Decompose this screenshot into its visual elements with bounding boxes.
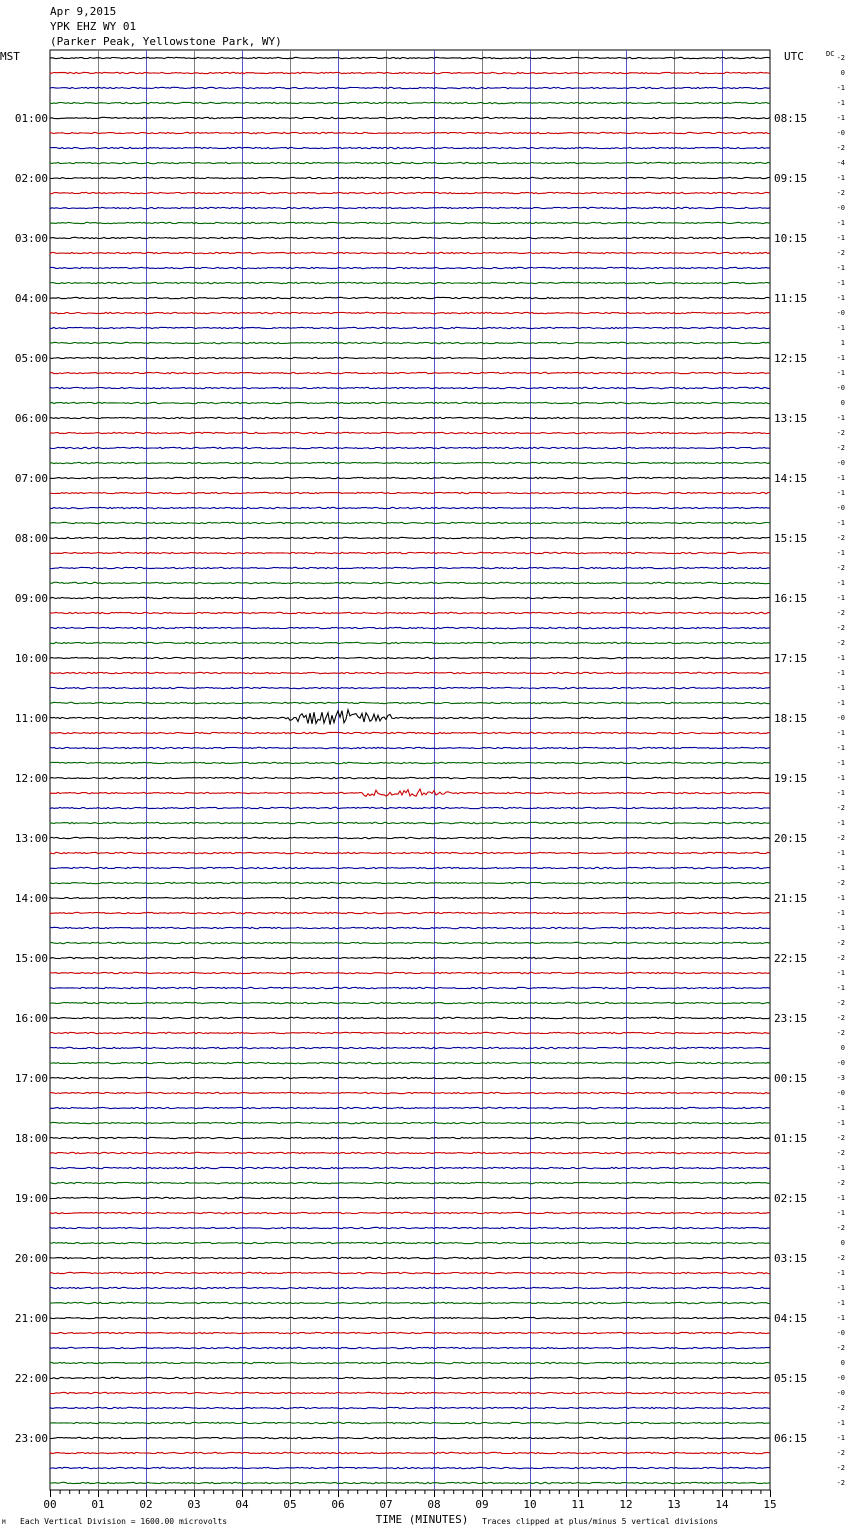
dc-offset-value: -2 (836, 1179, 845, 1187)
seismic-trace (50, 837, 770, 838)
x-tick-label: 01 (91, 1498, 105, 1511)
dc-offset-value: -2 (836, 429, 845, 437)
dc-offset-value: -2 (836, 189, 845, 197)
dc-offset-value: -2 (836, 1014, 845, 1022)
hour-label-left: 02:00 (14, 172, 48, 185)
x-tick-label: 14 (715, 1498, 729, 1511)
seismic-trace (50, 402, 770, 403)
hour-label-right: 01:15 (774, 1132, 808, 1145)
seismic-trace (50, 567, 770, 568)
dc-offset-value: -2 (836, 999, 845, 1007)
station-location: (Parker Peak, Yellowstone Park, WY) (50, 35, 282, 48)
dc-offset-value: -1 (836, 414, 845, 422)
dc-offset-value: -0 (836, 1374, 845, 1382)
dc-offset-value: -1 (836, 294, 845, 302)
plot-date: Apr 9,2015 (50, 5, 117, 18)
dc-offset-value: -1 (836, 594, 845, 602)
seismic-trace (50, 432, 770, 433)
left-timezone-label: MST (0, 50, 20, 63)
station-code: YPK EHZ WY 01 (50, 20, 137, 33)
hour-label-right: 20:15 (774, 832, 808, 845)
hour-label-left: 17:00 (14, 1072, 48, 1085)
dc-offset-value: -1 (836, 864, 845, 872)
hour-label-left: 21:00 (14, 1312, 48, 1325)
dc-offset-value: -1 (836, 744, 845, 752)
hour-label-left: 20:00 (14, 1252, 48, 1265)
seismic-trace (50, 852, 770, 853)
dc-offset-value: -1 (836, 759, 845, 767)
hour-label-left: 05:00 (14, 352, 48, 365)
hour-label-left: 09:00 (14, 592, 48, 605)
seismic-trace (50, 267, 770, 268)
hour-label-left: 10:00 (14, 652, 48, 665)
seismic-trace (50, 1122, 770, 1123)
seismic-trace (50, 417, 770, 418)
seismic-trace (50, 732, 770, 733)
dc-offset-value: -2 (836, 54, 845, 62)
dc-offset-value: -0 (836, 1059, 845, 1067)
seismic-trace (50, 1227, 770, 1228)
dc-offset-value: -0 (836, 1389, 845, 1397)
dc-offset-value: -1 (836, 969, 845, 977)
dc-offset-value: -1 (836, 684, 845, 692)
dc-offset-value: -2 (836, 1254, 845, 1262)
seismic-trace (50, 867, 770, 868)
dc-offset-value: -1 (836, 279, 845, 287)
seismic-trace (50, 237, 770, 238)
dc-offset-value: -2 (836, 444, 845, 452)
seismic-trace (50, 252, 770, 253)
dc-offset-value: -1 (836, 84, 845, 92)
dc-offset-value: -1 (836, 1209, 845, 1217)
dc-offset-value: -1 (836, 819, 845, 827)
seismic-trace (50, 672, 770, 673)
seismic-trace (50, 297, 770, 298)
hour-label-right: 21:15 (774, 892, 808, 905)
hour-label-right: 14:15 (774, 472, 808, 485)
seismic-trace (50, 372, 770, 373)
dc-offset-value: -0 (836, 714, 845, 722)
seismic-trace (50, 1197, 770, 1198)
seismic-trace (50, 1482, 770, 1483)
footer-clip-note: Traces clipped at plus/minus 5 vertical divisions (482, 1517, 719, 1526)
dc-offset-value: -0 (836, 1329, 845, 1337)
seismic-trace (50, 1077, 770, 1078)
seismic-trace (50, 87, 770, 88)
seismic-trace (50, 327, 770, 328)
seismic-trace (50, 1137, 770, 1138)
x-tick-label: 03 (187, 1498, 201, 1511)
dc-offset-value: -1 (836, 909, 845, 917)
footer-scale-note: Each Vertical Division = 1600.00 microvolts (20, 1517, 228, 1526)
dc-offset-value: -1 (836, 1299, 845, 1307)
seismic-trace (50, 912, 770, 913)
seismic-trace (50, 957, 770, 958)
dc-offset-value: -1 (836, 369, 845, 377)
hour-label-right: 00:15 (774, 1072, 808, 1085)
dc-offset-value: -0 (836, 204, 845, 212)
seismic-trace (50, 807, 770, 808)
seismic-trace (50, 1212, 770, 1213)
seismic-trace (50, 972, 770, 973)
dc-offset-value: -1 (836, 174, 845, 182)
seismic-trace (50, 1467, 770, 1468)
hour-label-right: 13:15 (774, 412, 808, 425)
x-tick-label: 00 (43, 1498, 57, 1511)
seismic-trace (50, 207, 770, 208)
dc-offset-value: -1 (836, 324, 845, 332)
dc-offset-value: -1 (836, 1119, 845, 1127)
hour-label-right: 18:15 (774, 712, 808, 725)
seismic-trace (50, 762, 770, 763)
dc-offset-value: -2 (836, 1449, 845, 1457)
seismic-trace (50, 192, 770, 193)
hour-label-right: 08:15 (774, 112, 808, 125)
dc-offset-value: -1 (836, 789, 845, 797)
dc-offset-value: -2 (836, 1029, 845, 1037)
hour-label-right: 16:15 (774, 592, 808, 605)
seismic-trace (50, 897, 770, 898)
hour-label-left: 13:00 (14, 832, 48, 845)
dc-offset-value: -1 (836, 1419, 845, 1427)
hour-label-left: 03:00 (14, 232, 48, 245)
x-tick-label: 08 (427, 1498, 441, 1511)
x-tick-label: 09 (475, 1498, 489, 1511)
seismic-trace (50, 387, 770, 388)
seismic-trace (50, 1152, 770, 1153)
dc-offset-value: -1 (836, 519, 845, 527)
seismic-trace (50, 1287, 770, 1288)
seismic-trace (50, 1347, 770, 1348)
dc-offset-value: -1 (836, 234, 845, 242)
dc-offset-value: -1 (836, 669, 845, 677)
dc-offset-value: -1 (836, 114, 845, 122)
seismic-trace (50, 710, 770, 725)
dc-offset-value: 0 (840, 69, 845, 77)
dc-offset-value: 0 (840, 1239, 845, 1247)
dc-offset-value: -1 (836, 1164, 845, 1172)
dc-offset-value: -1 (836, 99, 845, 107)
dc-offset-value: -0 (836, 384, 845, 392)
dc-offset-value: -2 (836, 939, 845, 947)
dc-offset-value: -1 (836, 1194, 845, 1202)
dc-offset-value: -1 (836, 264, 845, 272)
seismic-trace (50, 1107, 770, 1108)
hour-label-right: 10:15 (774, 232, 808, 245)
dc-offset-value: -2 (836, 144, 845, 152)
dc-offset-value: -0 (836, 129, 845, 137)
seismic-trace (50, 1272, 770, 1273)
seismic-trace (50, 942, 770, 943)
dc-offset-value: 0 (840, 1044, 845, 1052)
hour-label-right: 15:15 (774, 532, 808, 545)
dc-offset-value: 1 (840, 339, 845, 347)
seismic-trace (50, 1422, 770, 1423)
seismic-trace (50, 507, 770, 508)
hour-label-right: 05:15 (774, 1372, 808, 1385)
dc-offset-value: -1 (836, 984, 845, 992)
seismic-trace (50, 1377, 770, 1378)
hour-label-right: 12:15 (774, 352, 808, 365)
seismic-trace (50, 1257, 770, 1258)
seismic-trace (50, 102, 770, 103)
hour-label-left: 04:00 (14, 292, 48, 305)
dc-offset-value: -1 (836, 1269, 845, 1277)
seismic-trace (50, 1362, 770, 1363)
dc-offset-value: -2 (836, 1149, 845, 1157)
seismic-trace (50, 1167, 770, 1168)
seismic-trace (50, 162, 770, 163)
seismic-trace (50, 1242, 770, 1243)
seismic-trace (50, 1437, 770, 1438)
seismic-trace (50, 1317, 770, 1318)
hour-label-left: 08:00 (14, 532, 48, 545)
dc-offset-value: -2 (836, 624, 845, 632)
hour-label-right: 22:15 (774, 952, 808, 965)
seismic-trace (50, 312, 770, 313)
dc-offset-value: -1 (836, 579, 845, 587)
dc-offset-value: -1 (836, 474, 845, 482)
seismic-trace (50, 462, 770, 463)
seismic-trace (50, 552, 770, 553)
seismic-trace (50, 537, 770, 538)
seismic-trace (50, 57, 770, 58)
hour-label-right: 17:15 (774, 652, 808, 665)
dc-offset-value: 0 (840, 1359, 845, 1367)
dc-offset-value: -2 (836, 879, 845, 887)
dc-offset-value: -2 (836, 1464, 845, 1472)
hour-label-left: 11:00 (14, 712, 48, 725)
dc-offset-value: -2 (836, 1134, 845, 1142)
dc-offset-value: -1 (836, 489, 845, 497)
seismic-trace (50, 582, 770, 583)
dc-offset-value: -1 (836, 1284, 845, 1292)
dc-offset-value: -1 (836, 774, 845, 782)
seismic-trace (50, 1182, 770, 1183)
seismic-trace (50, 222, 770, 223)
dc-offset-value: 0 (840, 399, 845, 407)
x-tick-label: 02 (139, 1498, 153, 1511)
x-tick-label: 12 (619, 1498, 633, 1511)
dc-offset-value: -2 (836, 1479, 845, 1487)
seismic-trace (50, 789, 770, 796)
seismic-trace (50, 477, 770, 478)
seismic-trace (50, 447, 770, 448)
dc-offset-value: -1 (836, 924, 845, 932)
hour-label-right: 19:15 (774, 772, 808, 785)
dc-offset-value: -4 (836, 159, 845, 167)
dc-offset-value: -1 (836, 654, 845, 662)
seismic-trace (50, 132, 770, 133)
hour-label-right: 09:15 (774, 172, 808, 185)
hour-label-left: 01:00 (14, 112, 48, 125)
hour-label-left: 07:00 (14, 472, 48, 485)
seismic-trace (50, 822, 770, 823)
hour-label-right: 02:15 (774, 1192, 808, 1205)
x-tick-label: 15 (763, 1498, 777, 1511)
seismic-trace (50, 627, 770, 628)
hour-label-right: 11:15 (774, 292, 808, 305)
hour-label-left: 23:00 (14, 1432, 48, 1445)
hour-label-left: 06:00 (14, 412, 48, 425)
x-tick-label: 11 (571, 1498, 585, 1511)
dc-offset-value: -2 (836, 639, 845, 647)
seismic-trace (50, 1032, 770, 1033)
dc-offset-value: -2 (836, 249, 845, 257)
dc-offset-value: -3 (836, 1074, 845, 1082)
seismic-trace (50, 1002, 770, 1003)
dc-offset-value: -0 (836, 504, 845, 512)
dc-offset-value: -1 (836, 729, 845, 737)
dc-offset-value: -2 (836, 534, 845, 542)
dc-offset-header: DC (826, 50, 835, 58)
plot-frame (50, 50, 770, 1490)
seismic-trace (50, 702, 770, 703)
dc-offset-value: -0 (836, 309, 845, 317)
seismic-trace (50, 282, 770, 283)
x-tick-label: 04 (235, 1498, 249, 1511)
hour-label-left: 18:00 (14, 1132, 48, 1145)
hour-label-right: 04:15 (774, 1312, 808, 1325)
dc-offset-value: -1 (836, 1314, 845, 1322)
seismic-trace (50, 342, 770, 343)
seismic-trace (50, 612, 770, 613)
dc-offset-value: -1 (836, 549, 845, 557)
dc-offset-value: -1 (836, 894, 845, 902)
hour-label-left: 14:00 (14, 892, 48, 905)
hour-label-left: 22:00 (14, 1372, 48, 1385)
dc-offset-value: -2 (836, 834, 845, 842)
seismic-trace (50, 522, 770, 523)
seismic-trace (50, 492, 770, 493)
seismic-trace (50, 1407, 770, 1408)
x-tick-label: 13 (667, 1498, 681, 1511)
dc-offset-value: -2 (836, 564, 845, 572)
seismic-trace (50, 1332, 770, 1333)
dc-offset-value: -1 (836, 1434, 845, 1442)
seismic-trace (50, 1017, 770, 1018)
dc-offset-value: -2 (836, 804, 845, 812)
dc-offset-value: -2 (836, 609, 845, 617)
seismic-trace (50, 72, 770, 73)
seismic-trace (50, 177, 770, 178)
seismic-trace (50, 1452, 770, 1453)
hour-label-right: 03:15 (774, 1252, 808, 1265)
hour-label-left: 19:00 (14, 1192, 48, 1205)
seismic-trace (50, 987, 770, 988)
x-tick-label: 06 (331, 1498, 345, 1511)
seismic-trace (50, 1092, 770, 1093)
dc-offset-value: -2 (836, 1224, 845, 1232)
seismic-trace (50, 1047, 770, 1048)
dc-offset-value: -1 (836, 849, 845, 857)
dc-offset-value: -1 (836, 1104, 845, 1112)
hour-label-left: 12:00 (14, 772, 48, 785)
seismic-trace (50, 687, 770, 688)
seismic-trace (50, 642, 770, 643)
x-tick-label: 10 (523, 1498, 537, 1511)
seismic-trace (50, 1392, 770, 1393)
dc-offset-value: -1 (836, 354, 845, 362)
hour-label-left: 16:00 (14, 1012, 48, 1025)
seismic-trace (50, 657, 770, 658)
seismic-trace (50, 882, 770, 883)
right-timezone-label: UTC (784, 50, 804, 63)
seismic-trace (50, 117, 770, 118)
dc-offset-value: -2 (836, 1344, 845, 1352)
x-tick-label: 05 (283, 1498, 297, 1511)
hour-label-right: 23:15 (774, 1012, 808, 1025)
seismic-trace (50, 1062, 770, 1063)
dc-offset-value: -0 (836, 1089, 845, 1097)
dc-offset-value: -1 (836, 219, 845, 227)
seismic-trace (50, 597, 770, 598)
seismic-trace (50, 927, 770, 928)
hour-label-right: 06:15 (774, 1432, 808, 1445)
dc-offset-value: -2 (836, 954, 845, 962)
dc-offset-value: -0 (836, 459, 845, 467)
x-tick-label: 07 (379, 1498, 393, 1511)
seismic-trace (50, 357, 770, 358)
hour-label-left: 15:00 (14, 952, 48, 965)
seismic-trace (50, 747, 770, 748)
seismic-trace (50, 1302, 770, 1303)
dc-offset-value: -1 (836, 699, 845, 707)
seismic-trace (50, 147, 770, 148)
x-axis-title: TIME (MINUTES) (375, 1513, 469, 1526)
footer-mark: M (2, 1519, 6, 1526)
dc-offset-value: -2 (836, 1404, 845, 1412)
seismic-trace (50, 777, 770, 778)
